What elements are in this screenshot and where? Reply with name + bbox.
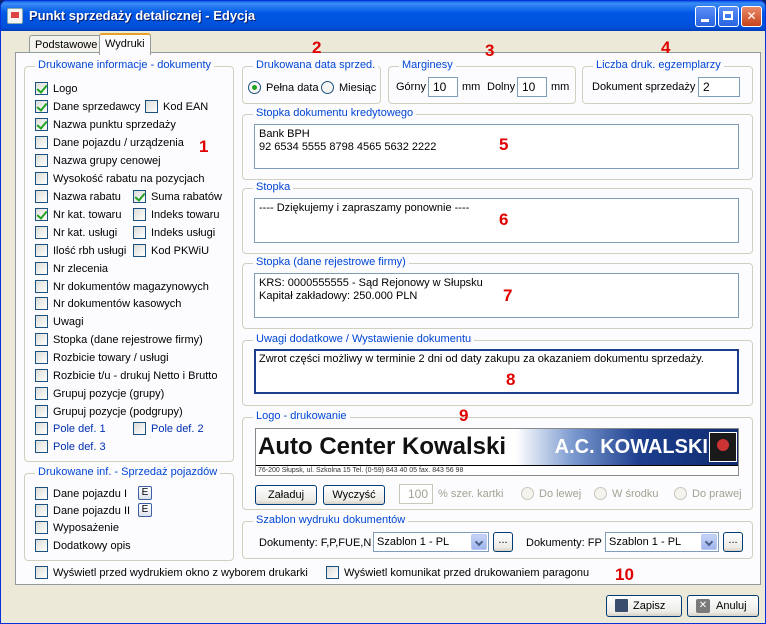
notes-legend: Uwagi dodatkowe / Wystawienie dokumentu <box>253 333 474 345</box>
copies-label: Dokument sprzedaży <box>592 81 696 93</box>
marker-5: 5 <box>499 135 509 154</box>
docs-info-checkbox-box[interactable] <box>35 154 48 167</box>
docs-info-checkbox-23[interactable] <box>35 405 183 419</box>
tab-wydruki[interactable]: Wydruki <box>99 33 151 55</box>
docs-info-checkbox-box[interactable] <box>133 208 146 221</box>
docs-info-checkbox-label: Rozbicie t/u - drukuj Netto i Brutto <box>53 370 218 382</box>
docs-info-checkbox-17[interactable] <box>35 297 181 311</box>
docs-info-checkbox-box[interactable] <box>35 422 48 435</box>
template-doc2-browse-button[interactable]: ... <box>723 532 743 552</box>
docs-info-checkbox-label: Nr zlecenia <box>53 263 109 275</box>
docs-info-checkbox-label: Stopka (dane rejestrowe firmy) <box>53 334 203 346</box>
docs-info-checkbox-12[interactable] <box>133 226 215 240</box>
logo-align-right-label: Do prawej <box>692 488 742 500</box>
templates-legend: Szablon wydruku dokumentów <box>253 514 408 526</box>
vehicle-info-checkbox-box[interactable] <box>35 504 48 517</box>
radio-full-date-label: Pełna data <box>266 82 319 94</box>
margin-top-unit: mm <box>462 81 481 93</box>
docs-info-checkbox-1[interactable] <box>35 100 140 114</box>
docs-info-checkbox-24[interactable] <box>35 422 106 436</box>
docs-info-checkbox-13[interactable] <box>35 244 126 258</box>
docs-info-checkbox-label: Indeks towaru <box>151 209 220 221</box>
logo-banner <box>516 429 739 465</box>
logo-address: 76-200 Słupsk, ul. Szkolna 15 Tel. (0-59) 843 40 05 fax. 843 56 98 <box>258 467 464 474</box>
radio-full-date[interactable] <box>248 81 319 95</box>
margin-top-label: Górny <box>396 81 426 93</box>
docs-info-checkbox-box[interactable] <box>35 136 48 149</box>
template-doc1-value: Szablon 1 - PL <box>377 536 450 548</box>
docs-info-checkbox-16[interactable] <box>35 280 209 294</box>
docs-info-checkbox-21[interactable] <box>35 369 217 383</box>
show-receipt-message-box[interactable] <box>326 566 339 579</box>
docs-info-checkbox-6[interactable] <box>35 172 205 186</box>
marker-10: 10 <box>615 565 634 584</box>
footer-legend: Stopka <box>253 181 293 193</box>
docs-info-checkbox-0[interactable] <box>35 82 77 96</box>
logo-emblem-icon <box>709 432 737 462</box>
docs-info-checkbox-label: Indeks usługi <box>151 227 216 239</box>
docs-info-checkbox-label: Ilość rbh usługi <box>53 245 127 257</box>
logo-align-right[interactable] <box>674 487 742 501</box>
docs-info-checkbox-25[interactable] <box>133 422 204 436</box>
docs-info-checkbox-2[interactable] <box>145 100 208 114</box>
docs-info-checkbox-box[interactable] <box>145 100 158 113</box>
show-receipt-message-label: Wyświetl komunikat przed drukowaniem paragonu <box>344 567 590 579</box>
docs-info-checkbox-14[interactable] <box>133 244 209 258</box>
bank-footer-legend: Stopka dokumentu kredytowego <box>253 107 416 119</box>
vehicle1-edit-button[interactable]: E <box>138 486 152 500</box>
docs-info-checkbox-label: Grupuj pozycje (podgrupy) <box>53 406 183 418</box>
docs-info-checkbox-box[interactable] <box>35 190 48 203</box>
vehicle-info-checkbox-box[interactable] <box>35 487 48 500</box>
docs-info-checkbox-label: Dane sprzedawcy <box>53 101 141 113</box>
margins-legend: Marginesy <box>399 59 456 71</box>
cancel-x-icon: ✕ <box>696 599 710 613</box>
logo-clear-button[interactable]: Wyczyść <box>323 485 385 505</box>
logo-align-center[interactable] <box>594 487 658 501</box>
docs-info-checkbox-label: Rozbicie towary / usługi <box>53 352 169 364</box>
docs-info-checkbox-box[interactable] <box>35 244 48 257</box>
marker-9: 9 <box>459 406 469 425</box>
docs-info-checkbox-box[interactable] <box>35 172 48 185</box>
template-doc1-label: Dokumenty: F,P,FUE,N <box>259 537 372 549</box>
vehicle-info-checkbox-2[interactable] <box>35 521 119 535</box>
docs-info-checkbox-7[interactable] <box>35 190 121 204</box>
docs-info-checkbox-11[interactable] <box>35 226 117 240</box>
docs-info-checkbox-9[interactable] <box>35 208 121 222</box>
docs-info-checkbox-label: Pole def. 2 <box>151 423 204 435</box>
logo-company-right: A.C. KOWALSKI <box>554 436 708 458</box>
docs-info-legend: Drukowane informacje - dokumenty <box>35 59 214 71</box>
copies-legend: Liczba druk. egzemplarzy <box>593 59 724 71</box>
docs-info-checkbox-box[interactable] <box>35 82 48 95</box>
marker-8: 8 <box>506 370 516 389</box>
window-title: Punkt sprzedaży detalicznej - Edycja <box>29 8 256 23</box>
show-receipt-message-checkbox[interactable] <box>326 566 589 580</box>
docs-info-checkbox-box[interactable] <box>35 315 48 328</box>
cancel-button[interactable] <box>687 595 759 617</box>
docs-info-checkbox-box[interactable] <box>35 369 48 382</box>
docs-info-checkbox-10[interactable] <box>133 208 219 222</box>
copies-input[interactable]: 2 <box>698 77 740 97</box>
logo-align-center-label: W środku <box>612 488 659 500</box>
docs-info-checkbox-box[interactable] <box>35 100 48 113</box>
vehicle-info-checkbox-box[interactable] <box>35 521 48 534</box>
docs-info-checkbox-box[interactable] <box>133 244 146 257</box>
docs-info-checkbox-15[interactable] <box>35 262 108 276</box>
marker-2: 2 <box>312 38 322 57</box>
vehicle-info-checkbox-label: Wyposażenie <box>53 522 119 534</box>
docs-info-checkbox-4[interactable] <box>35 136 184 150</box>
title-bar[interactable] <box>1 1 765 31</box>
logo-width-input[interactable]: 100 <box>399 484 433 504</box>
reg-footer-legend: Stopka (dane rejestrowe firmy) <box>253 256 409 268</box>
close-button[interactable]: ✕ <box>741 6 762 27</box>
docs-info-checkbox-label: Nazwa rabatu <box>53 191 121 203</box>
docs-info-checkbox-label: Kod EAN <box>163 101 209 113</box>
save-button[interactable] <box>606 595 682 617</box>
vehicle-info-checkbox-0[interactable] <box>35 487 127 501</box>
radio-month[interactable] <box>321 81 376 95</box>
docs-info-checkbox-label: Nr kat. towaru <box>53 209 122 221</box>
docs-info-checkbox-box[interactable] <box>133 226 146 239</box>
logo-company-left: Auto Center Kowalski <box>258 433 507 460</box>
docs-info-checkbox-box[interactable] <box>35 351 48 364</box>
margin-bottom-input[interactable]: 10 <box>517 77 547 97</box>
show-printer-dialog-label: Wyświetl przed wydrukiem okno z wyborem drukarki <box>53 567 308 579</box>
chevron-down-icon[interactable] <box>701 534 717 550</box>
logo-width-label: % szer. kartki <box>438 488 504 500</box>
docs-info-checkbox-label: Nr kat. usługi <box>53 227 118 239</box>
show-printer-dialog-box[interactable] <box>35 566 48 579</box>
template-doc2-label: Dokumenty: FP <box>526 537 602 549</box>
app-icon <box>7 8 23 24</box>
docs-info-checkbox-label: Nazwa grupy cenowej <box>53 155 161 167</box>
docs-info-checkbox-label: Grupuj pozycje (grupy) <box>53 388 165 400</box>
logo-align-left-label: Do lewej <box>539 488 582 500</box>
docs-info-checkbox-box[interactable] <box>35 440 48 453</box>
docs-info-checkbox-box[interactable] <box>35 405 48 418</box>
logo-align-center-dot[interactable] <box>594 487 607 500</box>
docs-info-checkbox-box[interactable] <box>133 422 146 435</box>
margin-bottom-label: Dolny <box>487 81 516 93</box>
reg-footer-textarea[interactable]: KRS: 0000555555 - Sąd Rejonowy w Słupsku Kapitał zakładowy: 250.000 PLN <box>254 273 739 318</box>
margin-top-input[interactable]: 10 <box>428 77 458 97</box>
docs-info-checkbox-box[interactable] <box>35 387 48 400</box>
docs-info-checkbox-box[interactable] <box>133 190 146 203</box>
logo-align-right-dot[interactable] <box>674 487 687 500</box>
docs-info-checkbox-box[interactable] <box>35 262 48 275</box>
chevron-down-icon[interactable] <box>471 534 487 550</box>
template-doc2-value: Szablon 1 - PL <box>609 536 682 548</box>
logo-load-button[interactable]: Załaduj <box>255 485 317 505</box>
docs-info-checkbox-box[interactable] <box>35 118 48 131</box>
vehicle-info-checkbox-box[interactable] <box>35 539 48 552</box>
maximize-button[interactable] <box>718 6 739 27</box>
floppy-disk-icon <box>615 599 628 612</box>
cancel-button-label: Anuluj <box>716 600 747 612</box>
notes-textarea[interactable]: Zwrot części możliwy w terminie 2 dni od daty zakupu za okazaniem dokumentu sprzedaży. <box>254 349 739 394</box>
docs-info-checkbox-box[interactable] <box>35 280 48 293</box>
docs-info-checkbox-8[interactable] <box>133 190 222 204</box>
logo-align-left[interactable] <box>521 487 581 501</box>
marker-1: 1 <box>199 137 209 156</box>
docs-info-checkbox-3[interactable] <box>35 118 176 132</box>
docs-info-checkbox-label: Nr dokumentów kasowych <box>53 298 182 310</box>
show-printer-dialog-checkbox[interactable] <box>35 566 308 580</box>
docs-info-checkbox-label: Nazwa punktu sprzedaży <box>53 119 176 131</box>
docs-info-checkbox-box[interactable] <box>35 297 48 310</box>
marker-3: 3 <box>485 41 495 60</box>
bank-footer-textarea[interactable]: Bank BPH 92 6534 5555 8798 4565 5632 2222 <box>254 124 739 169</box>
marker-6: 6 <box>499 210 509 229</box>
minimize-button[interactable] <box>695 6 716 27</box>
docs-info-checkbox-label: Nr dokumentów magazynowych <box>53 281 209 293</box>
vehicle-info-checkbox-1[interactable] <box>35 504 130 518</box>
docs-info-checkbox-label: Dane pojazdu / urządzenia <box>53 137 184 149</box>
docs-info-checkbox-20[interactable] <box>35 351 169 365</box>
radio-month-label: Miesiąc <box>339 82 377 94</box>
docs-info-checkbox-box[interactable] <box>35 226 48 239</box>
marker-4: 4 <box>661 38 671 57</box>
docs-info-checkbox-22[interactable] <box>35 387 164 401</box>
template-doc1-select[interactable] <box>373 532 489 552</box>
docs-info-checkbox-label: Uwagi <box>53 316 84 328</box>
radio-full-date-dot[interactable] <box>248 81 261 94</box>
template-doc2-select[interactable] <box>605 532 719 552</box>
vehicle-info-checkbox-label: Dane pojazdu I <box>53 488 127 500</box>
docs-info-checkbox-box[interactable] <box>35 333 48 346</box>
docs-info-checkbox-label: Pole def. 3 <box>53 441 106 453</box>
docs-info-checkbox-19[interactable] <box>35 333 203 347</box>
docs-info-checkbox-label: Wysokość rabatu na pozycjach <box>53 173 205 185</box>
docs-info-checkbox-label: Suma rabatów <box>151 191 222 203</box>
docs-info-checkbox-18[interactable] <box>35 315 84 329</box>
vehicle-info-checkbox-3[interactable] <box>35 539 131 553</box>
margin-bottom-unit: mm <box>551 81 570 93</box>
logo-preview <box>255 428 739 476</box>
print-date-legend: Drukowana data sprzed. <box>253 59 378 71</box>
docs-info-checkbox-26[interactable] <box>35 440 106 454</box>
docs-info-checkbox-label: Pole def. 1 <box>53 423 106 435</box>
radio-month-dot[interactable] <box>321 81 334 94</box>
vehicle-info-legend: Drukowane inf. - Sprzedaż pojazdów <box>35 466 220 478</box>
docs-info-checkbox-label: Logo <box>53 83 78 95</box>
docs-info-checkbox-5[interactable] <box>35 154 161 168</box>
template-doc1-browse-button[interactable]: ... <box>493 532 513 552</box>
footer-textarea[interactable]: ---- Dziękujemy i zapraszamy ponownie ---- <box>254 198 739 243</box>
vehicle-info-checkbox-label: Dane pojazdu II <box>53 505 131 517</box>
marker-7: 7 <box>503 286 513 305</box>
logo-align-left-dot[interactable] <box>521 487 534 500</box>
vehicle-info-checkbox-label: Dodatkowy opis <box>53 540 131 552</box>
docs-info-checkbox-box[interactable] <box>35 208 48 221</box>
docs-info-checkbox-label: Kod PKWiU <box>151 245 210 257</box>
vehicle2-edit-button[interactable]: E <box>138 503 152 517</box>
save-button-label: Zapisz <box>633 600 666 612</box>
logo-legend: Logo - drukowanie <box>253 410 350 422</box>
tab-podstawowe[interactable]: Podstawowe <box>29 35 103 55</box>
